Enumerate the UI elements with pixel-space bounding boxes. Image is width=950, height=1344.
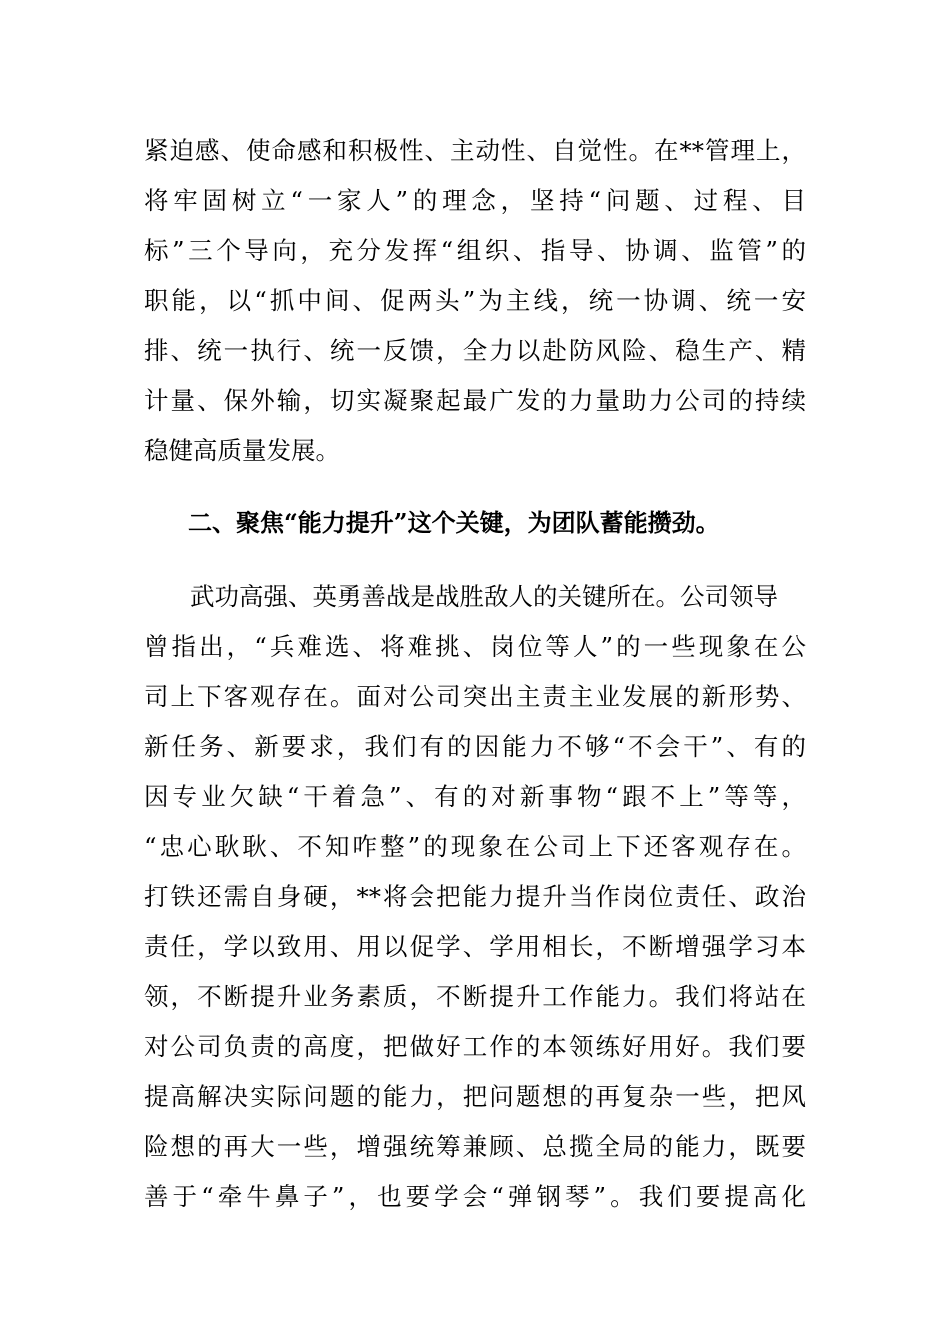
section-heading: 二、聚焦“能力提升”这个关键，为团队蓄能攒劲。 [188, 508, 720, 537]
text-line: 因专业欠缺“干着急”、有的对新事物“跟不上”等等， [144, 782, 806, 811]
text-line: 打铁还需自身硬，**将会把能力提升当作岗位责任、政治 [144, 882, 806, 911]
document-page [144, 126, 806, 1222]
paragraph-1 [144, 126, 806, 476]
text-line: 将牢固树立“一家人”的理念，坚持“问题、过程、目 [144, 186, 806, 215]
text-line: 稳健高质量发展。 [144, 436, 340, 465]
text-line: 提高解决实际问题的能力，把问题想的再复杂一些，把风 [144, 1082, 806, 1111]
text-line: 对公司负责的高度，把做好工作的本领练好用好。我们要 [144, 1032, 806, 1061]
text-line: 曾指出，“兵难选、将难挑、岗位等人”的一些现象在公 [144, 632, 806, 661]
text-line: 领，不断提升业务素质，不断提升工作能力。我们将站在 [144, 982, 806, 1011]
text-line: 险想的再大一些，增强统筹兼顾、总揽全局的能力，既要 [144, 1132, 806, 1161]
paragraph-2 [144, 572, 806, 1222]
text-line: 武功高强、英勇善战是战胜敌人的关键所在。公司领导 [190, 582, 778, 611]
text-line: 新任务、新要求，我们有的因能力不够“不会干”、有的 [144, 732, 806, 761]
text-line: 善于“牵牛鼻子”，也要学会“弹钢琴”。我们要提高化 [144, 1182, 806, 1211]
text-line: “忠心耿耿、不知咋整”的现象在公司上下还客观存在。 [144, 832, 806, 861]
text-line: 排、统一执行、统一反馈，全力以赴防风险、稳生产、精 [144, 336, 806, 365]
text-line: 紧迫感、使命感和积极性、主动性、自觉性。在**管理上， [144, 136, 806, 165]
text-line: 职能，以“抓中间、促两头”为主线，统一协调、统一安 [144, 286, 806, 315]
text-line: 司上下客观存在。面对公司突出主责主业发展的新形势、 [144, 682, 806, 711]
text-line: 计量、保外输，切实凝聚起最广发的力量助力公司的持续 [144, 386, 806, 415]
text-line: 标”三个导向，充分发挥“组织、指导、协调、监管”的 [144, 236, 806, 265]
text-line: 责任，学以致用、用以促学、学用相长，不断增强学习本 [144, 932, 806, 961]
